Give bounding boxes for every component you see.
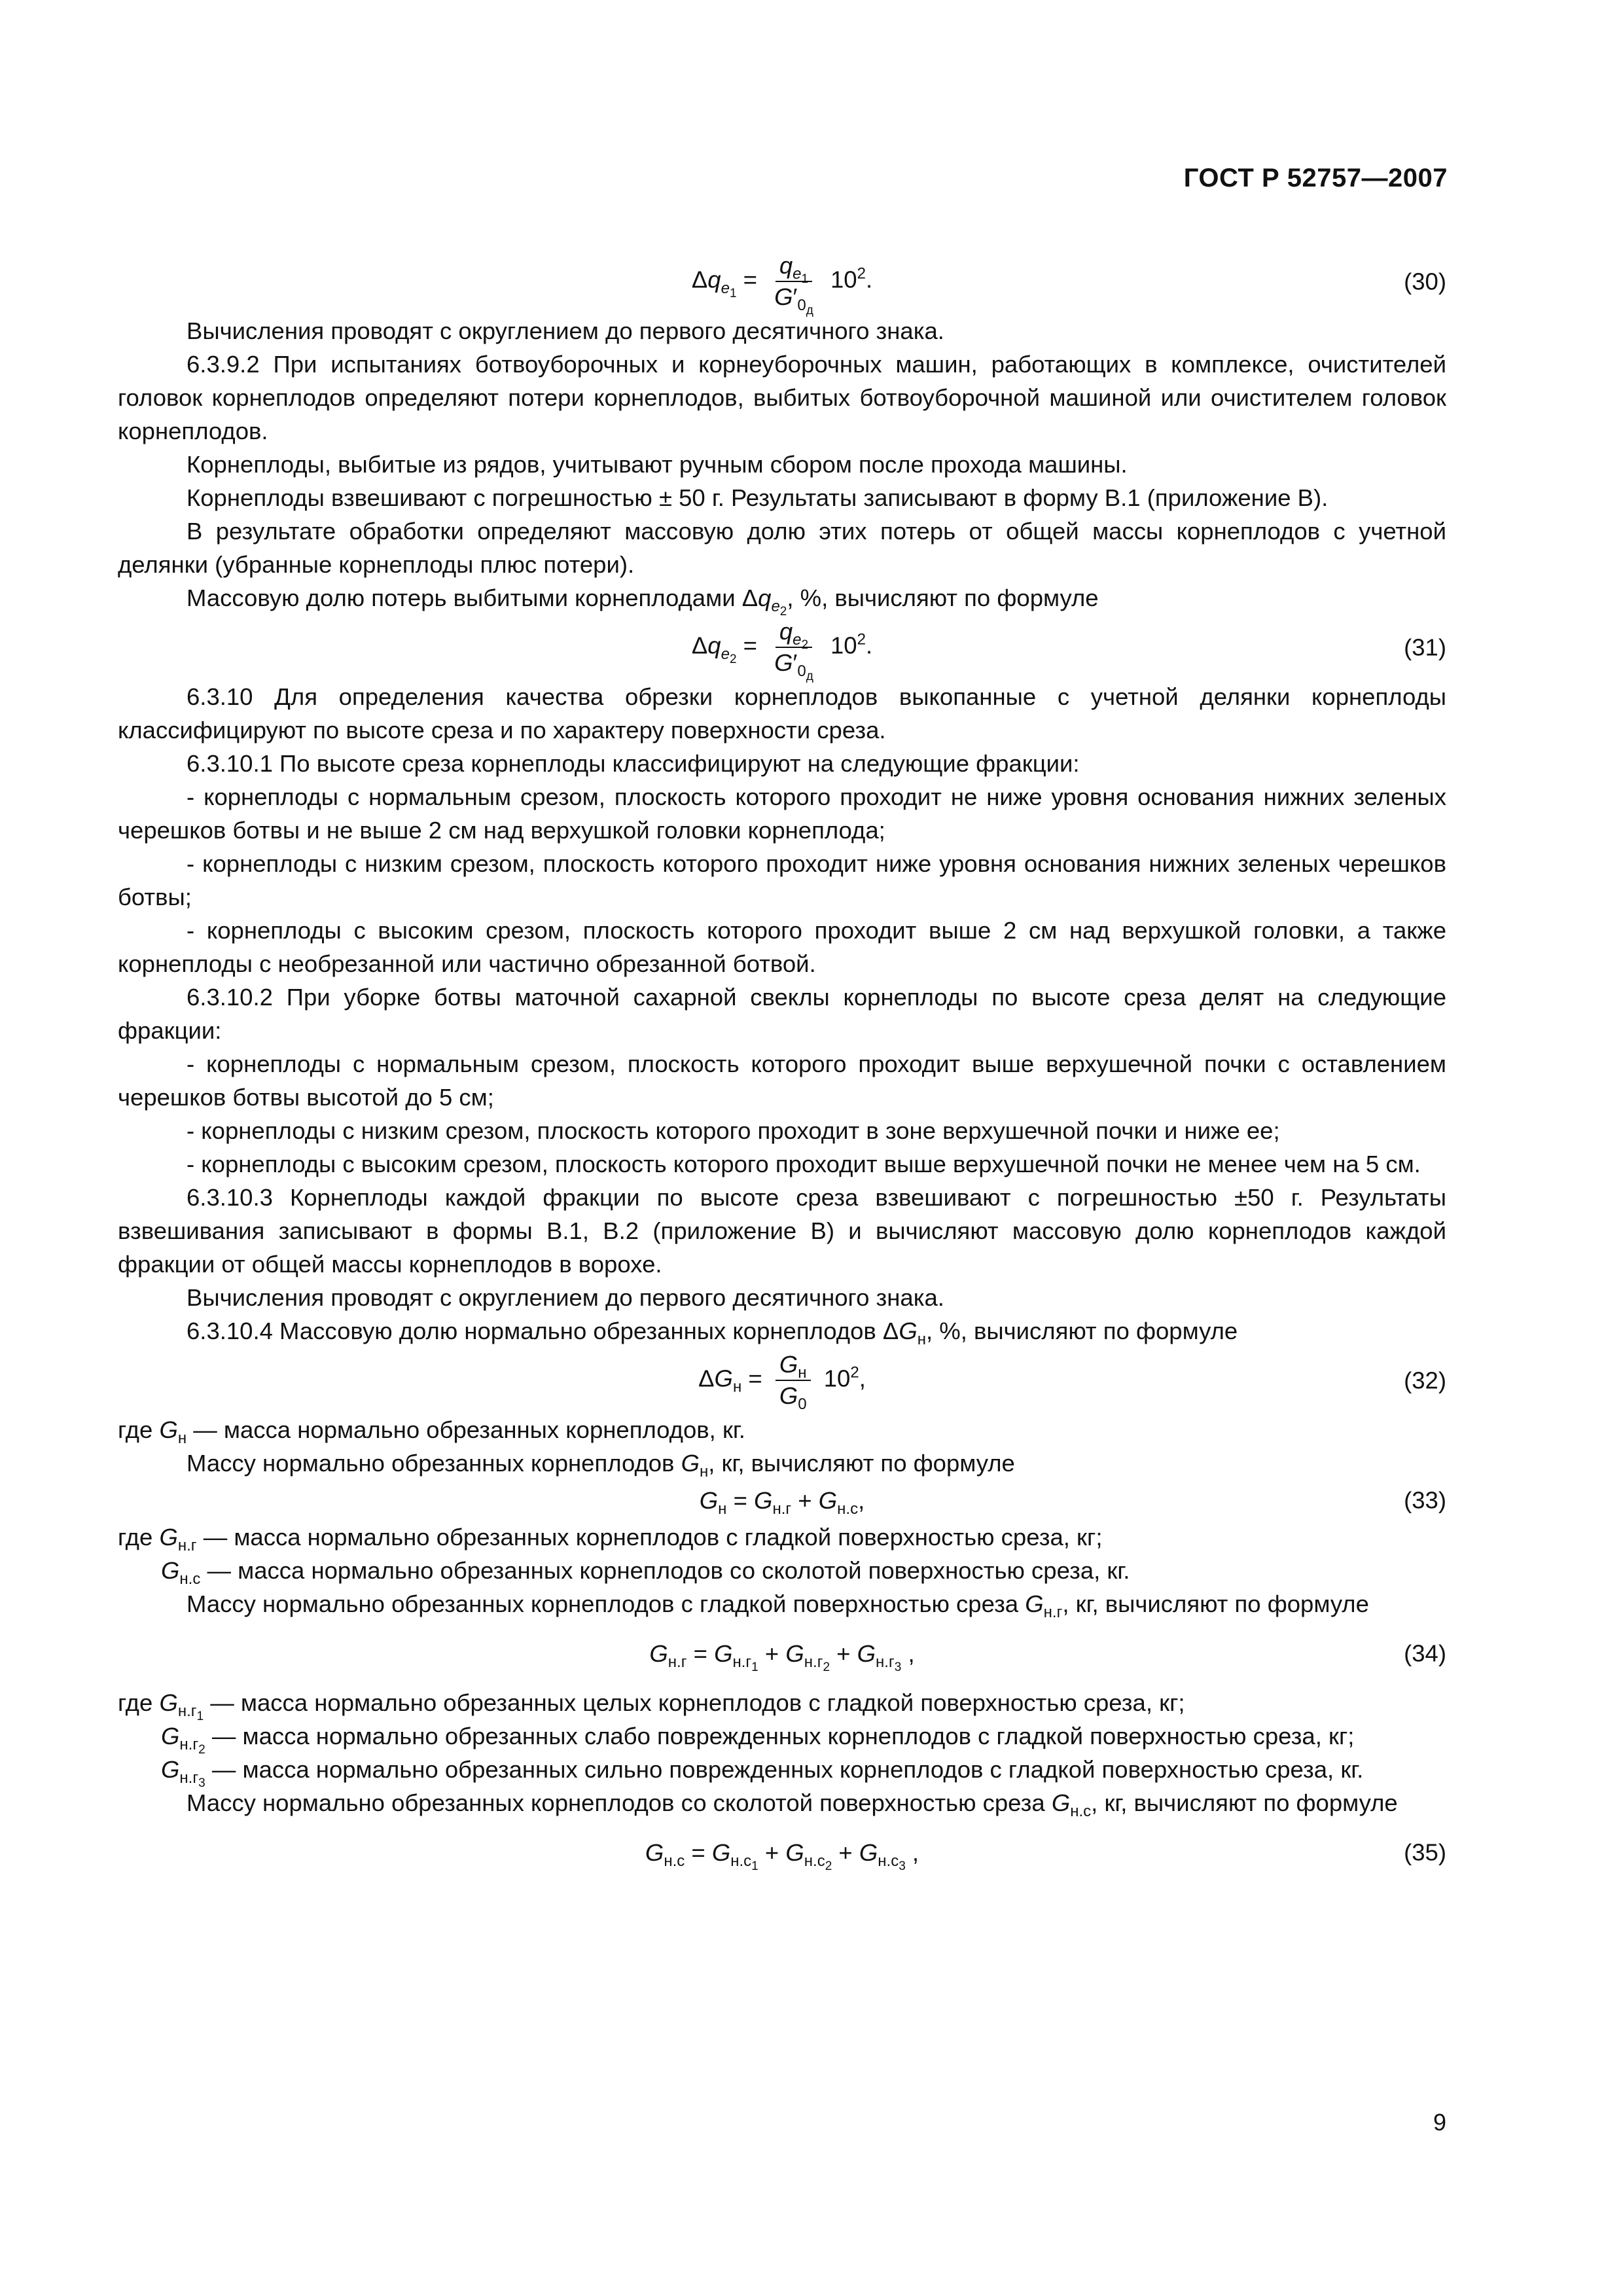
where-clause: где $G_н$ — масса нормально обрезанных корнеплодов, кг. xyxy=(118,1416,745,1447)
page-content xyxy=(118,249,1446,1885)
paragraph: Массовую долю потерь выбитыми корнеплодами $\Delta q_{e_2}$, %, вычисляют по формуле xyxy=(187,584,1099,619)
paragraph: 6.3.9.2 При испытаниях ботвоуборочных и корнеуборочных машин, работающих в комплексе, очистителей головок корнеплодов определяют потери корнеплодов, выбитых ботвоуборочной машиной или очистителем головок корнеплодов. xyxy=(118,351,1446,444)
paragraph: Вычисления проводят с округлением до первого десятичного знака. xyxy=(187,317,944,344)
formula-35: $G_{н.с} = G_{н.с_1} + G_{н.с_2} + G_{н.с_3}$ , (35) xyxy=(118,1820,1446,1885)
paragraph: Корнеплоды, выбитые из рядов, учитывают ручным сбором после прохода машины. xyxy=(187,451,1128,478)
list-item: - корнеплоды с низким срезом, плоскость которого проходит ниже уровня основания нижних зеленых черешков ботвы; xyxy=(118,850,1446,910)
formula-number: (34) xyxy=(1404,1640,1446,1667)
list-item: - корнеплоды с высоким срезом, плоскость которого проходит выше верхушечной почки не менее чем на 5 см. xyxy=(187,1151,1421,1177)
where-clause: $G_{н.г_2}$ — масса нормально обрезанных слабо поврежденных корнеплодов с гладкой поверхностью среза, кг; xyxy=(161,1723,1355,1757)
paragraph: 6.3.10.1 По высоте среза корнеплоды классифицируют на следующие фракции: xyxy=(187,750,1080,777)
list-item: - корнеплоды с нормальным срезом, плоскость которого проходит выше верхушечной почки с оставлением черешков ботвы высотой до 5 см; xyxy=(118,1050,1446,1111)
list-item: - корнеплоды с низким срезом, плоскость которого проходит в зоне верхушечной почки и ниже ее; xyxy=(187,1117,1280,1144)
standard-header: ГОСТ Р 52757—2007 xyxy=(1183,164,1448,192)
formula-31: $\Delta q_{e_2}$ = $\frac{q_{e_2}}{G'_{0_д}}$ $10^2$. (31) xyxy=(691,618,1446,683)
where-clause: где $G_{н.г}$ — масса нормально обрезанных корнеплодов с гладкой поверхностью среза, кг; xyxy=(118,1524,1103,1554)
list-item: - корнеплоды с высоким срезом, плоскость которого проходит выше 2 см над верхушкой головки, а также корнеплоды с необрезанной или частично обрезанной ботвой. xyxy=(118,917,1446,977)
paragraph: 6.3.10.3 Корнеплоды каждой фракции по высоте среза взвешивают с погрешностью ±50 г. Результаты взвешивания записывают в формы В.1, В.2 (приложение В) и вычисляют массовую долю корнеплодов каждой фракции от общей массы корнеплодов в ворохе. xyxy=(118,1184,1446,1278)
paragraph: Массу нормально обрезанных корнеплодов с гладкой поверхностью среза $G_{н.г}$, кг, вычисляют по формуле xyxy=(187,1590,1369,1621)
formula-number: (35) xyxy=(1404,1839,1446,1866)
paragraph: 6.3.10.4 Массовую долю нормально обрезанных корнеплодов $\Delta G_н$, %, вычисляют по формуле xyxy=(187,1318,1238,1348)
list-item: - корнеплоды с нормальным срезом, плоскость которого проходит не ниже уровня основания нижних зеленых черешков ботвы и не выше 2 см над верхушкой головки корнеплода; xyxy=(118,783,1446,844)
paragraph: Массу нормально обрезанных корнеплодов $G_н$, кг, вычисляют по формуле xyxy=(187,1450,1015,1480)
paragraph: Корнеплоды взвешивают с погрешностью ± 50 г. Результаты записывают в форму В.1 (приложение В). xyxy=(187,484,1329,511)
formula-34: $G_{н.г} = G_{н.г_1} + G_{н.г_2} + G_{н.г_3}$ , (34) xyxy=(118,1621,1446,1686)
formula-30: $\Delta q_{e_1}$ = $\frac{q_{e_1}}{G'_{0_д}}$ $10^2$. (30) xyxy=(691,252,1446,317)
paragraph: 6.3.10 Для определения качества обрезки корнеплодов выкопанные с учетной делянки корнеплоды классифицируют по высоте среза и по характеру поверхности среза. xyxy=(118,683,1446,744)
where-clause: $G_{н.г_3}$ — масса нормально обрезанных сильно поврежденных корнеплодов с гладкой поверхностью среза, кг. xyxy=(161,1756,1364,1790)
paragraph: Массу нормально обрезанных корнеплодов со сколотой поверхностью среза $G_{н.с}$, кг, вычисляют по формуле xyxy=(187,1789,1398,1820)
formula-number: (33) xyxy=(1404,1486,1446,1514)
formula-number: (30) xyxy=(1404,268,1446,295)
formula-number: (32) xyxy=(1404,1367,1446,1394)
paragraph: В результате обработки определяют массовую долю этих потерь от общей массы корнеплодов с учетной делянки (убранные корнеплоды плюс потери). xyxy=(118,518,1446,578)
where-clause: где $G_{н.г_1}$ — масса нормально обрезанных целых корнеплодов с гладкой поверхностью среза, кг; xyxy=(118,1689,1185,1723)
formula-33: $G_н = G_{н.г} + G_{н.с}$, (33) xyxy=(118,1480,1446,1520)
formula-32: $\Delta G_н$ = $\frac{G_н}{G_0}$ $10^2$, (32) xyxy=(698,1351,1446,1413)
where-clause: $G_{н.с}$ — масса нормально обрезанных корнеплодов со сколотой поверхностью среза, кг. xyxy=(161,1557,1130,1588)
page-number: 9 xyxy=(1433,2109,1446,2136)
formula-number: (31) xyxy=(1404,634,1446,661)
paragraph: 6.3.10.2 При уборке ботвы маточной сахарной свеклы корнеплоды по высоте среза делят на следующие фракции: xyxy=(118,984,1446,1044)
paragraph: Вычисления проводят с округлением до первого десятичного знака. xyxy=(187,1284,944,1311)
